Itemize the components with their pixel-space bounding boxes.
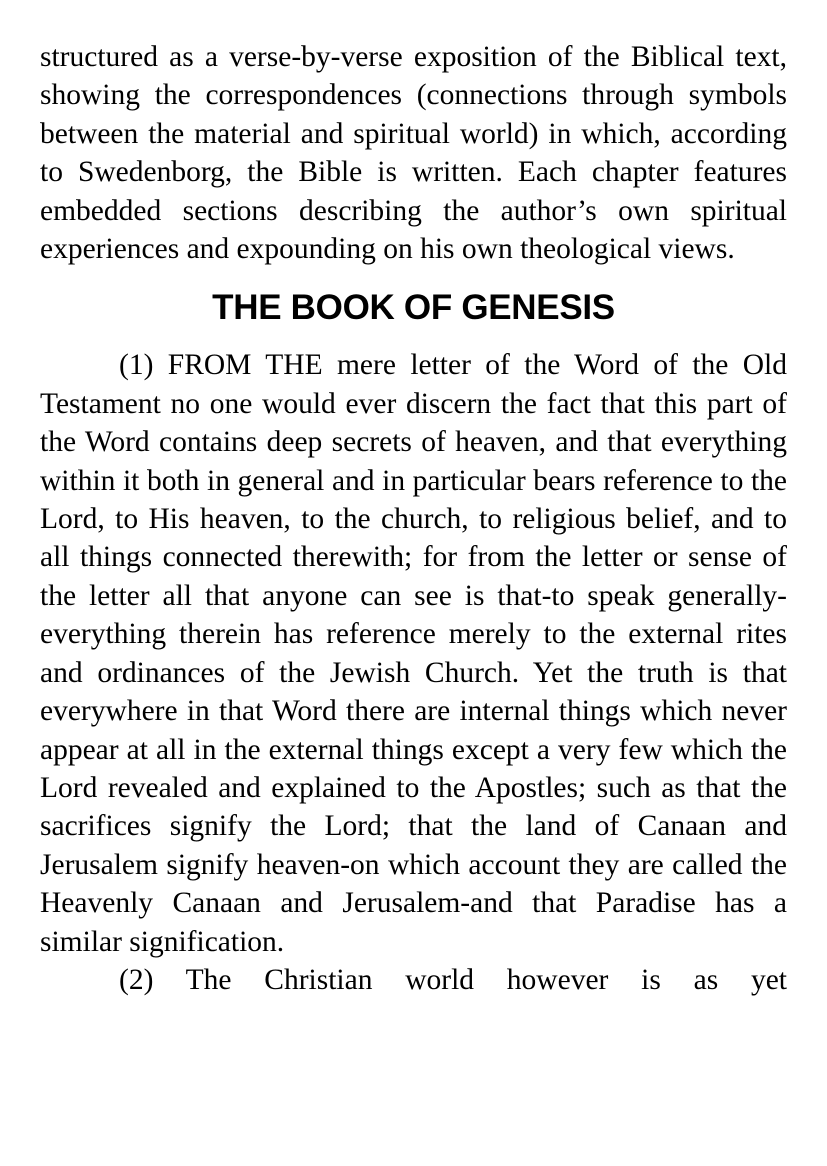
paragraph-2-start: (2) The Christian world however is as yet (119, 963, 787, 996)
section-heading: THE BOOK OF GENESIS (212, 288, 615, 328)
paragraph-1: (1) FROM THE mere letter of the Word of the Old Testament no one would ever discern the fact that this part of the Word contains deep secrets of heaven, and that everything within it both in general and in particular bears reference to the Lord, to His heaven, to the church, to religious belief, and to all things connected therewith; for from the letter or sense of the letter all that anyone can see is that-to speak generally-everything therein has reference merely to the external rites and ordinances of the Jewish Church. Yet the truth is that everywhere in that Word there are internal things which never appear at all in the external things except a very few which the Lord revealed and explained to the Apostles; such as that the sacrifices signify the Lord; that the land of Canaan and Jerusalem signify heaven-on which account they are called the Heavenly Canaan and Jerusalem-and that Paradise has a similar signification. (40, 349, 787, 958)
document-page (40, 38, 787, 999)
intro-paragraph: structured as a verse-by-verse exposition of the Biblical text, showing the correspondences (connections through symbols between the material and spiritual world) in which, according to Swedenborg, the Bible is written. Each chapter features embedded sections describing the author’s own spiritual experiences and expounding on his own theological views. (40, 41, 787, 266)
